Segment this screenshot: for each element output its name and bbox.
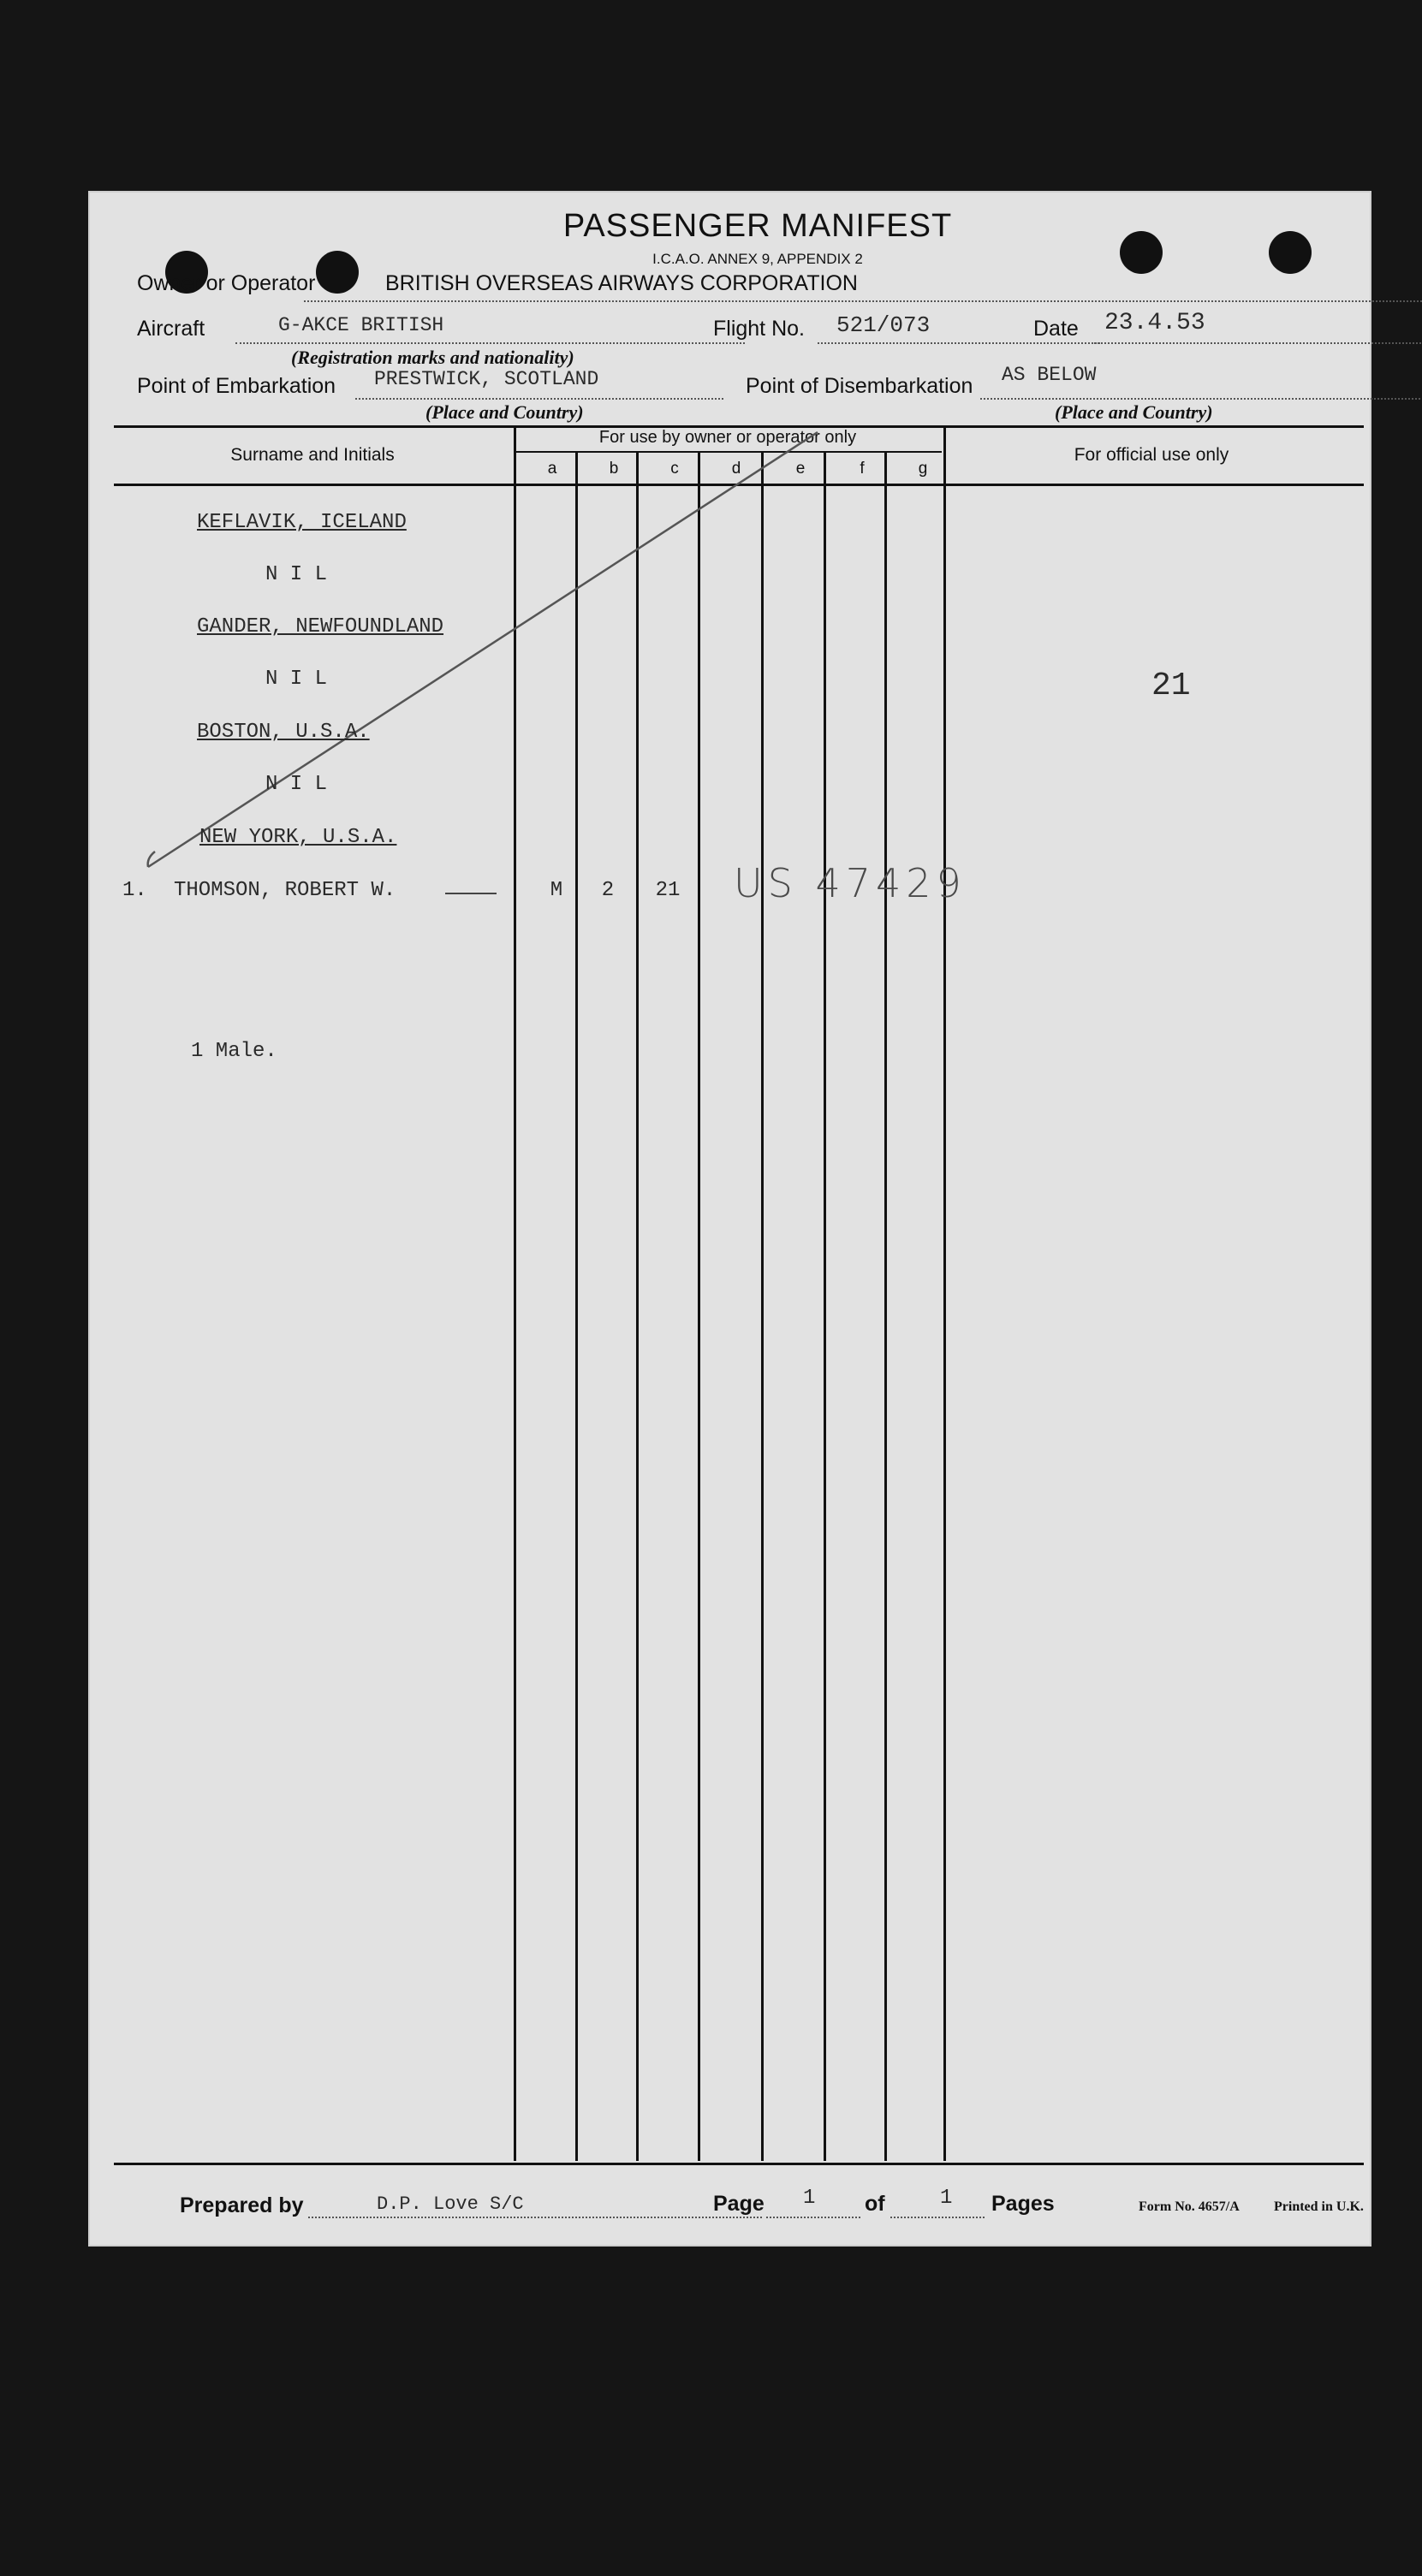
form-title: PASSENGER MANIFEST <box>562 208 953 244</box>
passenger-summary: 1 Male. <box>191 1040 277 1063</box>
passenger-handwritten-id: US 47429 <box>734 860 967 906</box>
col-owner-group-header: For use by owner or operator only <box>598 428 857 447</box>
form-number: Form No. 4657/A <box>1139 2199 1240 2214</box>
footer-rule <box>114 2163 1364 2165</box>
of-value: 1 <box>940 2187 953 2210</box>
stop-place-4: NEW YORK, U.S.A. <box>199 826 397 849</box>
date-value: 23.4.53 <box>1104 310 1205 336</box>
embarkation-value: PRESTWICK, SCOTLAND <box>374 368 599 390</box>
printed-note: Printed in U.K. <box>1274 2199 1364 2214</box>
passenger-col-a: M <box>550 879 563 902</box>
subcol-c: c <box>670 460 679 478</box>
page-label: Page <box>713 2192 765 2216</box>
col-official-header: For official use only <box>1074 445 1229 465</box>
of-label: of <box>865 2192 885 2216</box>
subcol-a: a <box>547 460 557 478</box>
owner-label: Owner or Operator <box>137 271 316 295</box>
page-value: 1 <box>803 2187 816 2210</box>
prepared-dotted-line <box>308 2217 762 2218</box>
page-dotted-line <box>766 2217 860 2218</box>
disembarkation-label: Point of Disembarkation <box>746 374 973 398</box>
pages-label: Pages <box>991 2192 1055 2216</box>
date-label: Date <box>1033 317 1079 341</box>
of-dotted-line <box>890 2217 985 2218</box>
passenger-dash <box>445 893 497 894</box>
prepared-value: D.P. Love S/C <box>377 2193 524 2215</box>
stop-entry-3: N I L <box>265 773 328 796</box>
manifest-sheet <box>90 193 1370 2245</box>
disembarkation-value: AS BELOW <box>1002 364 1097 386</box>
subcol-b: b <box>609 460 619 478</box>
subcol-g: g <box>918 460 928 478</box>
col-surname-header: Surname and Initials <box>230 445 395 465</box>
stop-place-3: BOSTON, U.S.A. <box>197 721 370 744</box>
passenger-name: THOMSON, ROBERT W. <box>174 879 396 902</box>
stop-place-2: GANDER, NEWFOUNDLAND <box>197 615 444 638</box>
stop-entry-2: N I L <box>265 668 328 691</box>
form-subtitle: I.C.A.O. ANNEX 9, APPENDIX 2 <box>652 251 863 267</box>
embarkation-label: Point of Embarkation <box>137 374 336 398</box>
embarkation-note: (Place and Country) <box>425 401 584 423</box>
aircraft-note: (Registration marks and nationality) <box>291 347 574 368</box>
subcol-f: f <box>860 460 865 478</box>
stop-place-1: KEFLAVIK, ICELAND <box>197 511 407 534</box>
subcol-d: d <box>731 460 741 478</box>
prepared-label: Prepared by <box>180 2193 304 2217</box>
stop-entry-1: N I L <box>265 563 328 586</box>
aircraft-value: G-AKCE BRITISH <box>278 314 444 336</box>
disembarkation-note: (Place and Country) <box>1055 401 1213 423</box>
official-count: 21 <box>1151 668 1191 704</box>
subcol-e: e <box>795 460 806 478</box>
owner-value: BRITISH OVERSEAS AIRWAYS CORPORATION <box>385 271 858 295</box>
passenger-col-b: 2 <box>601 879 615 902</box>
flight-value: 521/073 <box>836 312 931 338</box>
passenger-num: 1. <box>122 879 147 902</box>
aircraft-label: Aircraft <box>137 317 205 341</box>
passenger-col-c: 21 <box>655 879 681 902</box>
flight-label: Flight No. <box>713 317 805 341</box>
